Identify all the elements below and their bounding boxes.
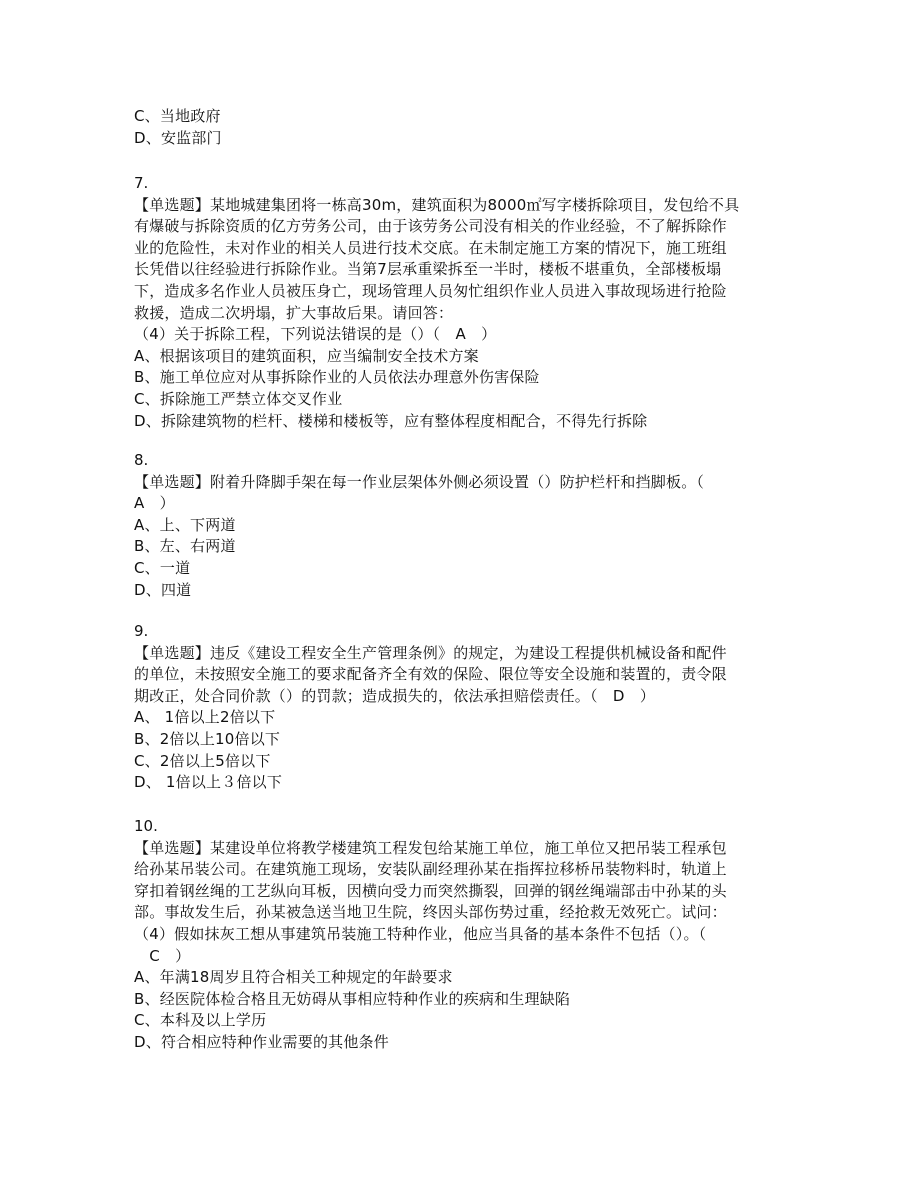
question-stem-line: 部。事故发生后，孙某被急送当地卫生院，终因头部伤势过重，经抢救无效死亡。试问： [134,903,727,922]
question-7 [134,173,794,432]
option-c: C、拆除施工严禁立体交叉作业 [134,389,343,408]
question-stem-line: 【单选题】某建设单位将教学楼建筑工程发包给某施工单位，施工单位又把吊装工程承包 [134,838,727,857]
option-c: C、一道 [134,558,191,577]
question-stem-line: 下，造成多名作业人员被压身亡，现场管理人员匆忙组织作业人员进入事故现场进行抢险 [134,281,727,300]
option-c: C、当地政府 [134,107,221,125]
question-stem-line: 【单选题】某地城建集团将一栋高30m，建筑面积为8000㎡写字楼拆除项目，发包给不具 [134,195,740,214]
question-stem-line: 长凭借以往经验进行拆除作业。当第7层承重梁拆至一半时，楼板不堪重负，全部楼板塌 [134,260,722,279]
option-d: D、符合相应特种作业需要的其他条件 [134,1032,389,1051]
option-a: A、 1倍以上2倍以下 [134,708,276,727]
option-b: B、2倍以上10倍以下 [134,729,281,748]
question-stem-line: 救援，造成二次坍塌，扩大事故后果。请回答： [134,303,454,322]
option-d: D、 1倍以上３倍以下 [134,773,283,792]
question-number: 9. [134,622,149,640]
question-stem-line: 的单位，未按照安全施工的要求配备齐全有效的保险、限位等安全设施和装置的，责令限 [134,665,727,684]
option-c: C、本科及以上学历 [134,1011,267,1030]
sub-question-line: （4）关于拆除工程，下列说法错误的是（）（ A ） [134,325,497,344]
question-number: 10. [134,817,158,835]
option-c: C、2倍以上5倍以下 [134,751,271,770]
previous-question-options [134,106,794,149]
question-10 [134,816,794,1054]
question-number: 7. [134,174,149,192]
question-answer-line: C ） [134,946,191,965]
option-a: A、年满18周岁且符合相关工种规定的年龄要求 [134,968,453,987]
question-stem-line: 业的危险性，未对作业的相关人员进行技术交底。在未制定施工方案的情况下，施工班组 [134,238,727,257]
option-d: D、拆除建筑物的栏杆、楼梯和楼板等，应有整体程度相配合，不得先行拆除 [134,411,648,430]
option-d: D、安监部门 [134,128,222,147]
option-b: B、施工单位应对从事拆除作业的人员依法办理意外伤害保险 [134,368,540,387]
question-stem-line: 给孙某吊装公司。在建筑施工现场，安装队副经理孙某在指挥拉移桥吊装物料时，轨道上 [134,860,727,879]
option-d: D、四道 [134,580,192,599]
question-stem-line: 穿扣着钢丝绳的工艺纵向耳板，因横向受力而突然撕裂，回弹的钢丝绳端部击中孙某的头 [134,881,727,900]
option-b: B、经医院体检合格且无妨碍从事相应特种作业的疾病和生理缺陷 [134,989,571,1008]
question-stem-line: 有爆破与拆除资质的亿方劳务公司，由于该劳务公司没有相关的作业经验，不了解拆除作 [134,217,727,236]
question-stem-line: 【单选题】违反《建设工程安全生产管理条例》的规定，为建设工程提供机械设备和配件 [134,643,727,662]
question-8 [134,450,794,601]
option-a: A、根据该项目的建筑面积，应当编制安全技术方案 [134,346,479,365]
sub-question-line: （4）假如抹灰工想从事建筑吊装施工特种作业，他应当具备的基本条件不包括（）。（ [134,924,707,943]
option-a: A、上、下两道 [134,515,236,534]
question-stem-line: 期改正，处合同价款（）的罚款；造成损失的，依法承担赔偿责任。（ D ） [134,686,656,705]
question-stem-line: 【单选题】附着升降脚手架在每一作业层架体外侧必须设置（）防护栏杆和挡脚板。（ [134,472,705,491]
question-answer-line: A ） [134,494,175,513]
question-number: 8. [134,451,149,469]
option-b: B、左、右两道 [134,537,236,556]
question-9 [134,621,794,794]
